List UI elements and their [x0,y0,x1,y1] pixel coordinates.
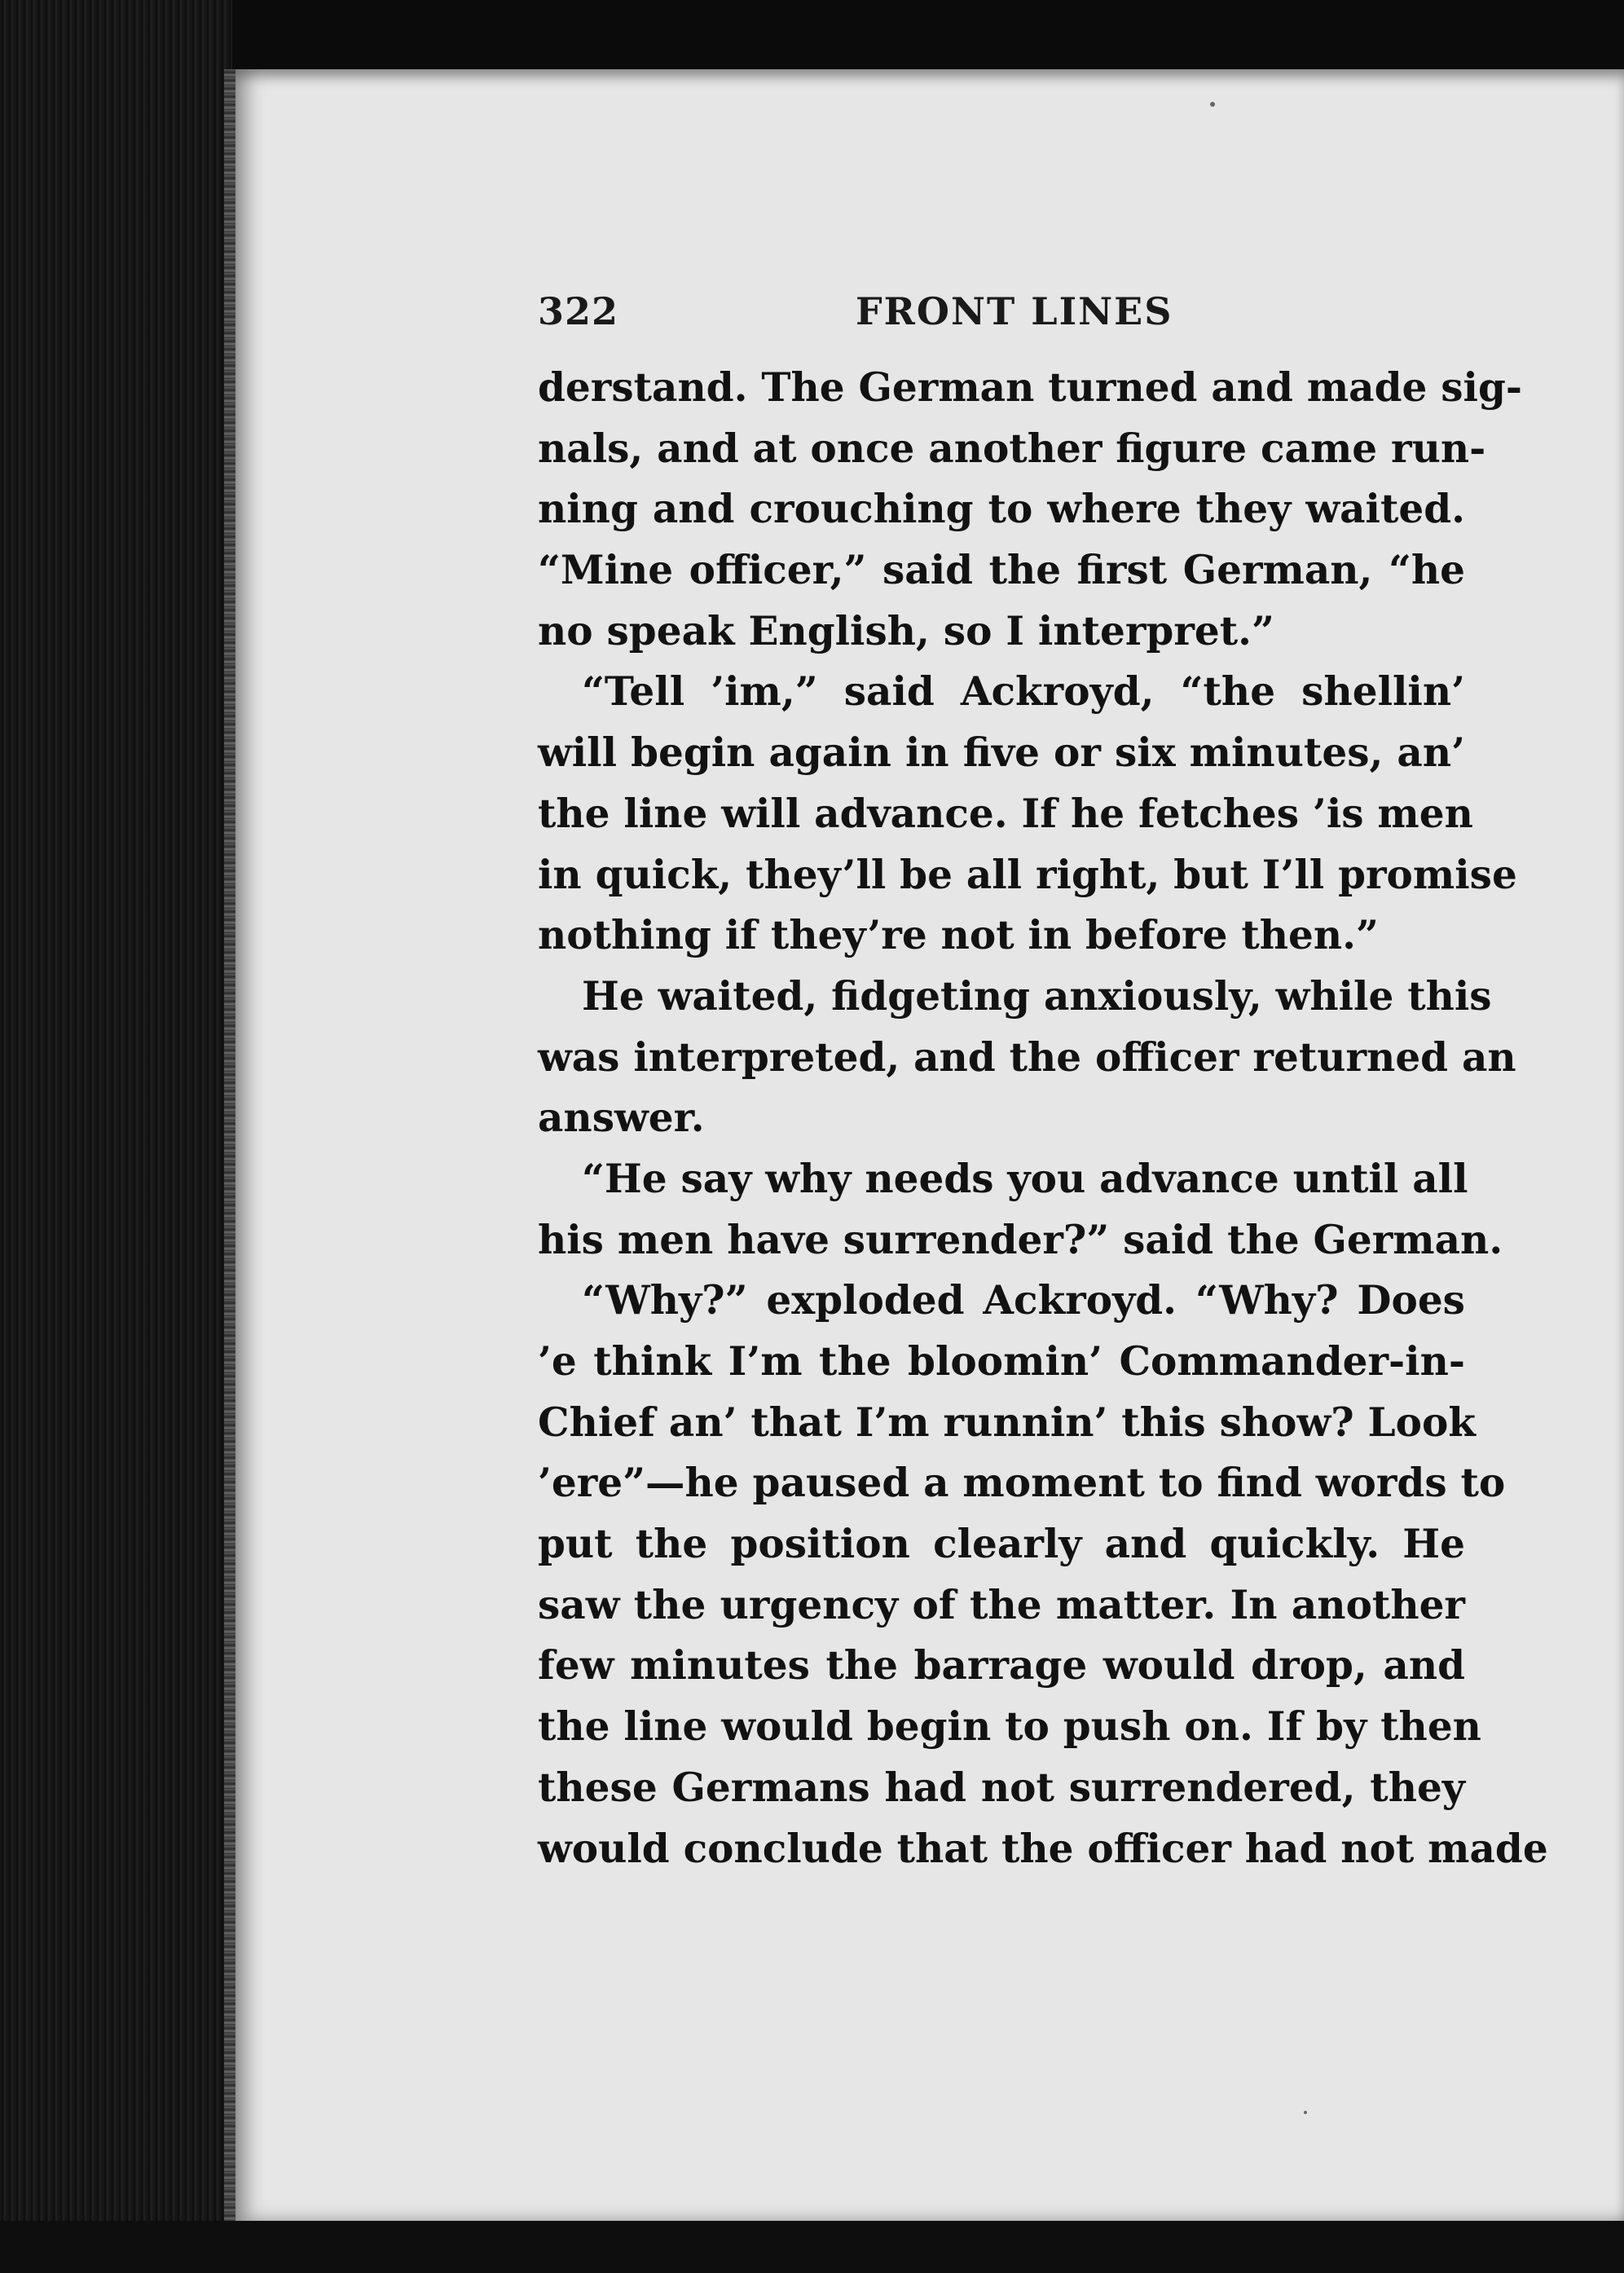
text-line: put the position clearly and quickly. He [538,1521,1465,1568]
text-line: “Why?” exploded Ackroyd. “Why? Does [582,1277,1465,1324]
scan-top-border [0,0,1624,73]
page-number: 322 [538,289,619,333]
text-line: will begin again in five or six minutes, an’ [538,729,1465,777]
text-line: would conclude that the officer had not made [538,1825,1548,1872]
text-line: He waited, fidgeting anxiously, while this [582,972,1492,1020]
text-line: few minutes the barrage would drop, and [538,1642,1465,1689]
dust-speck [1210,102,1215,107]
dust-speck [1304,2111,1307,2114]
scan-bottom-border [0,2221,1624,2273]
text-line: the line will advance. If he fetches ’is men [538,790,1473,837]
body-text [538,358,1548,1879]
text-line: “He say why needs you advance until all [582,1155,1468,1202]
running-head-title: FRONT LINES [856,289,1173,333]
text-line: in quick, they’ll be all right, but I’ll promise [538,851,1517,898]
text-line: nals, and at once another figure came run- [538,425,1486,472]
text-line: was interpreted, and the officer returned an [538,1033,1516,1081]
text-line: his men have surrender?” said the German. [538,1216,1503,1263]
text-line: ’e think I’m the bloomin’ Commander-in- [538,1338,1465,1385]
text-line: no speak English, so I interpret.” [538,607,1274,654]
text-line: these Germans had not surrendered, they [538,1764,1465,1811]
page-fore-edge [224,69,235,2221]
text-line: answer. [538,1095,705,1142]
running-header [538,289,1624,346]
text-line: saw the urgency of the matter. In another [538,1581,1465,1628]
page-text-block [538,289,1624,1879]
scan-left-border [0,0,232,2273]
text-line: ’ere”—he paused a moment to find words to [538,1460,1506,1507]
text-line: “Tell ’im,” said Ackroyd, “the shellin’ [582,668,1465,716]
text-line: Chief an’ that I’m runnin’ this show? Look [538,1399,1476,1446]
text-line: derstand. The German turned and made sig- [538,364,1523,411]
text-line: nothing if they’re not in before then.” [538,912,1379,959]
text-line: the line would begin to push on. If by then [538,1703,1481,1751]
book-page [232,69,1624,2221]
text-line: ning and crouching to where they waited. [538,486,1465,533]
text-line: “Mine officer,” said the first German, “he [538,547,1465,594]
